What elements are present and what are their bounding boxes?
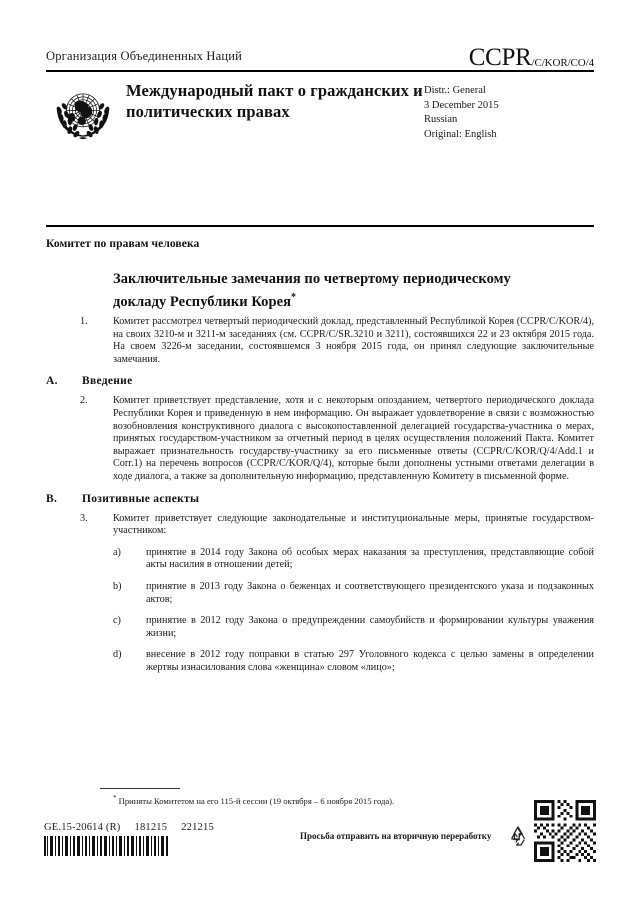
title-footnote-marker: * [290,291,297,303]
document-body [46,316,594,683]
job-date-b: 221215 [181,822,214,833]
header-rule-bottom [46,225,594,227]
paragraph-number: 1. [80,316,88,327]
paragraph-number: 2. [80,395,88,407]
header-rule-top [46,70,594,72]
page-title [113,270,513,311]
barcode [44,836,168,856]
recycle-icon [506,824,530,848]
footnote-text: Приняты Комитетом на его 115-й сессии (19 октября – 6 ноября 2015 года). [118,795,395,806]
distribution-block [424,78,594,142]
list-item-marker: b) [113,580,122,592]
section-heading-b [46,493,594,505]
section-heading-a [46,375,594,387]
distr-line: Distr.: General [424,85,486,96]
distr-date: 3 December 2015 [424,99,499,111]
symbol-main: CCPR [468,44,532,71]
paragraph-text: Комитет рассмотрел четвертый периодический доклад, представленный Республикой Корея (CCPR/C/KOR/4), на своих 3210-м и 3211-м заседаниях (см. CCPR/C/SR.3210 и 3211), состоявшихся 22 и 23 октября 2015 года. На своем 3226-м заседании, состоявшемся 3 ноября 2015 года, он принял следующие заключительные замечания. [113,316,594,365]
document-symbol [469,44,594,72]
list-item-c [46,615,594,640]
job-code: GE.15-20614 (R) [44,822,121,833]
paragraph-3 [46,513,594,538]
section-letter: A. [46,375,58,388]
footnote-separator [100,788,180,789]
recycle-notice: Просьба отправить на вторичную переработку [300,831,492,841]
section-letter: B. [46,492,58,505]
page-title-text: Заключительные замечания по четвертому периодическому докладу Республики Корея [113,271,511,310]
distr-language: Russian [424,114,458,125]
paragraph-1 [46,316,594,366]
list-item-marker: c) [113,615,121,627]
paragraph-text: Комитет приветствует следующие законодательные и институциональные меры, принятые государством-участником: [113,512,594,537]
section-title: Позитивные аспекты [82,492,200,505]
symbol-suffix: /C/KOR/CO/4 [531,57,594,69]
footnote-marker: * [113,794,117,802]
section-title: Введение [82,375,133,388]
masthead [46,78,594,160]
paragraph-text: Комитет приветствует представление, хотя и с некоторым опозданием, четвертого периодического доклада Республики Корея и приведенную в нем информацию. Он выражает удовлетворение в связи с возможностью возобновления конструктивного диалога с высокопоставленной делегацией государства-участника о мерах, принятых государством-участником за отчетный период в целях осуществления положений Пакта. Комитет выражает признательность государству-участнику за его письменные ответы (CCPR/C/KOR/Q/4/Add.1 и Corr.1) на перечень вопросов (CCPR/C/KOR/Q/4), которые были дополнены устными ответами делегации в ходе диалога, а также за дополнительную информацию, представленную Комитету в письменной форме. [113,395,594,482]
job-date-a: 181215 [134,822,168,833]
list-item-d [46,649,594,674]
treaty-title: Международный пакт о гражданских и политических правах [126,81,423,121]
committee-name: Комитет по правам человека [46,238,200,250]
distr-original: Original: English [424,128,497,140]
list-item-b [46,581,594,606]
list-item-text: принятие в 2014 году Закона об особых мерах наказания за преступления, представляющие собой акты насилия в отношении детей; [146,546,594,571]
organization-name: Организация Объединенных Наций [46,49,243,63]
un-emblem [50,80,116,146]
paragraph-number: 3. [80,512,88,524]
list-item-marker: a) [113,546,121,558]
list-item-text: принятие в 2013 году Закона о беженцах и соответствующего президентского указа и подзаконных актов; [146,580,594,605]
list-item-text: принятие в 2012 году Закона о предупреждении самоубийств и формировании культуры уважения жизни; [146,615,594,639]
footnote [113,793,583,807]
job-number [44,822,214,833]
paragraph-2 [46,395,594,483]
list-item-a [46,547,594,572]
document-header [46,44,594,71]
list-item-text: внесение в 2012 году поправки в статью 297 Уголовного кодекса с целью замены в определении жертвы изнасилования слова «женщина» словом «лицо»; [146,649,594,673]
list-item-marker: d) [113,649,122,661]
qr-code [534,800,596,862]
